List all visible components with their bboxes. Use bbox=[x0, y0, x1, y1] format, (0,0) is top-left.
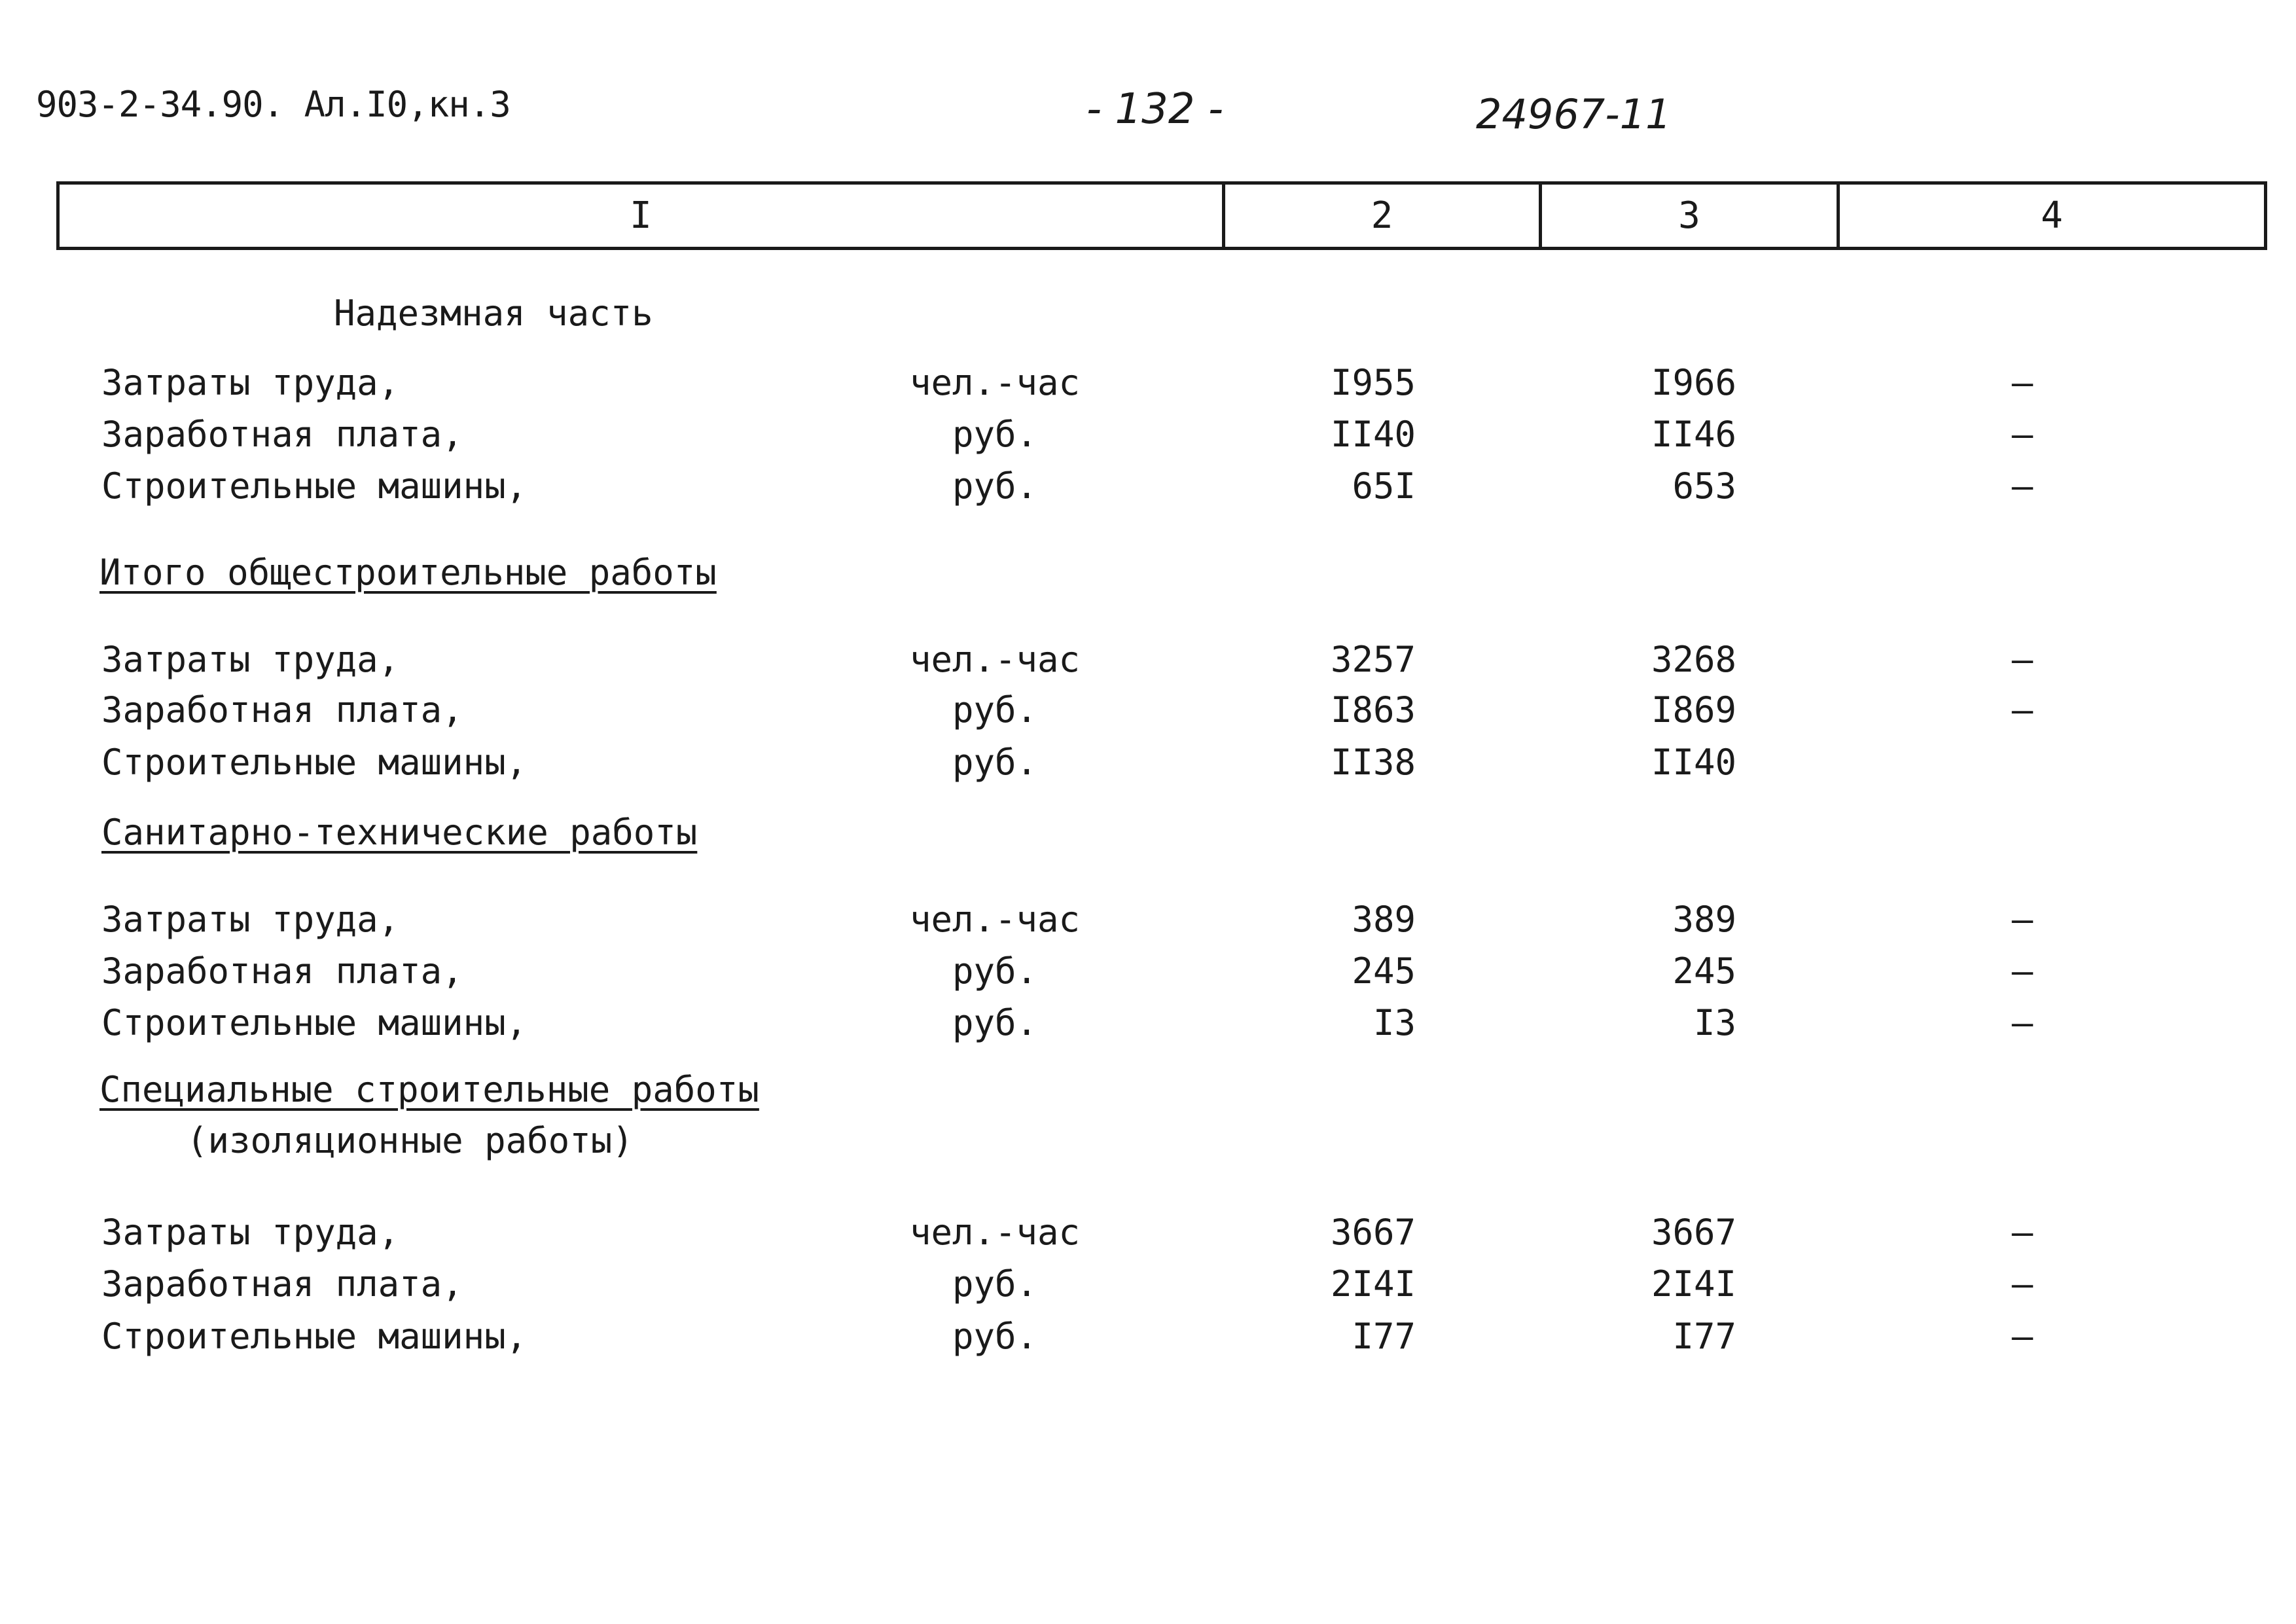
row-label: Строительные машины, bbox=[101, 1316, 528, 1357]
row-label: Строительные машины, bbox=[101, 465, 528, 507]
row-label: Строительные машины, bbox=[101, 1002, 528, 1043]
row-value-col2: I863 bbox=[1330, 689, 1416, 731]
row-value-col3: I966 bbox=[1651, 362, 1736, 403]
table-row bbox=[0, 639, 2296, 685]
row-value-col4: – bbox=[2011, 899, 2034, 940]
row-value-col3: 389 bbox=[1672, 899, 1736, 940]
row-unit: руб. bbox=[952, 414, 1038, 455]
column-header-3: 3 bbox=[1542, 185, 1840, 247]
row-label: Затраты труда, bbox=[101, 639, 400, 680]
column-header-1: I bbox=[60, 185, 1225, 247]
row-value-col2: I3 bbox=[1372, 1002, 1416, 1043]
row-value-col3: 245 bbox=[1672, 950, 1736, 992]
row-unit: руб. bbox=[952, 950, 1038, 992]
row-value-col2: 65I bbox=[1352, 465, 1416, 507]
row-value-col2: 3257 bbox=[1330, 639, 1416, 680]
table-row bbox=[0, 1002, 2296, 1048]
column-header-2: 2 bbox=[1225, 185, 1542, 247]
row-value-col4: – bbox=[2011, 1212, 2034, 1253]
row-value-col3: 2I4I bbox=[1651, 1263, 1736, 1305]
row-unit: руб. bbox=[952, 1002, 1038, 1043]
table-row bbox=[0, 465, 2296, 511]
row-value-col4: – bbox=[2011, 465, 2034, 507]
page-number: - 132 - bbox=[1086, 85, 1224, 134]
table-row bbox=[0, 414, 2296, 460]
row-value-col4: – bbox=[2011, 639, 2034, 680]
section-title: Надезмная часть bbox=[334, 293, 653, 334]
row-value-col4: – bbox=[2011, 689, 2034, 731]
section-title: Санитарно-технические работы bbox=[101, 812, 698, 853]
row-value-col4: – bbox=[2011, 950, 2034, 992]
row-unit: чел.-час bbox=[909, 639, 1081, 680]
row-value-col3: 653 bbox=[1672, 465, 1736, 507]
row-unit: руб. bbox=[952, 689, 1038, 731]
section-title: Итого общестроительные работы bbox=[99, 552, 717, 593]
sheet-number: 24967-11 bbox=[1476, 90, 1672, 138]
row-value-col4: – bbox=[2011, 1002, 2034, 1043]
row-unit: чел.-час bbox=[909, 362, 1081, 403]
row-label: Заработная плата, bbox=[101, 414, 463, 455]
row-value-col2: I77 bbox=[1352, 1316, 1416, 1357]
row-value-col4: – bbox=[2011, 362, 2034, 403]
row-unit: руб. bbox=[952, 1316, 1038, 1357]
row-unit: руб. bbox=[952, 742, 1038, 783]
row-value-col2: II40 bbox=[1330, 414, 1416, 455]
row-value-col3: 3268 bbox=[1651, 639, 1736, 680]
row-label: Строительные машины, bbox=[101, 742, 528, 783]
table-row bbox=[0, 1263, 2296, 1309]
row-label: Заработная плата, bbox=[101, 1263, 463, 1305]
table-row bbox=[0, 899, 2296, 945]
row-value-col3: 3667 bbox=[1651, 1212, 1736, 1253]
row-value-col4: – bbox=[2011, 1316, 2034, 1357]
table-row bbox=[0, 742, 2296, 787]
table-row bbox=[0, 1316, 2296, 1362]
table-row bbox=[0, 362, 2296, 408]
row-value-col2: 2I4I bbox=[1330, 1263, 1416, 1305]
row-value-col2: 389 bbox=[1352, 899, 1416, 940]
table-row bbox=[0, 1212, 2296, 1257]
row-unit: чел.-час bbox=[909, 1212, 1081, 1253]
row-unit: чел.-час bbox=[909, 899, 1081, 940]
row-value-col3: I3 bbox=[1693, 1002, 1736, 1043]
section-subtitle: (изоляционные работы) bbox=[187, 1120, 634, 1161]
row-value-col2: 245 bbox=[1352, 950, 1416, 992]
row-value-col3: I77 bbox=[1672, 1316, 1736, 1357]
row-label: Затраты труда, bbox=[101, 1212, 400, 1253]
table-row bbox=[0, 689, 2296, 735]
row-value-col2: I955 bbox=[1330, 362, 1416, 403]
row-value-col3: II40 bbox=[1651, 742, 1736, 783]
row-label: Заработная плата, bbox=[101, 689, 463, 731]
row-value-col2: 3667 bbox=[1330, 1212, 1416, 1253]
row-value-col4: – bbox=[2011, 414, 2034, 455]
row-label: Затраты труда, bbox=[101, 899, 400, 940]
table-column-header bbox=[56, 181, 2267, 250]
row-label: Заработная плата, bbox=[101, 950, 463, 992]
row-unit: руб. bbox=[952, 465, 1038, 507]
row-value-col3: II46 bbox=[1651, 414, 1736, 455]
document-code: 903-2-34.90. Ал.I0,кн.3 bbox=[36, 84, 511, 125]
section-title: Специальные строительные работы bbox=[99, 1069, 759, 1110]
table-row bbox=[0, 950, 2296, 996]
row-value-col4: – bbox=[2011, 1263, 2034, 1305]
row-label: Затраты труда, bbox=[101, 362, 400, 403]
row-value-col2: II38 bbox=[1330, 742, 1416, 783]
row-unit: руб. bbox=[952, 1263, 1038, 1305]
row-value-col3: I869 bbox=[1651, 689, 1736, 731]
column-header-4: 4 bbox=[2041, 194, 2063, 237]
